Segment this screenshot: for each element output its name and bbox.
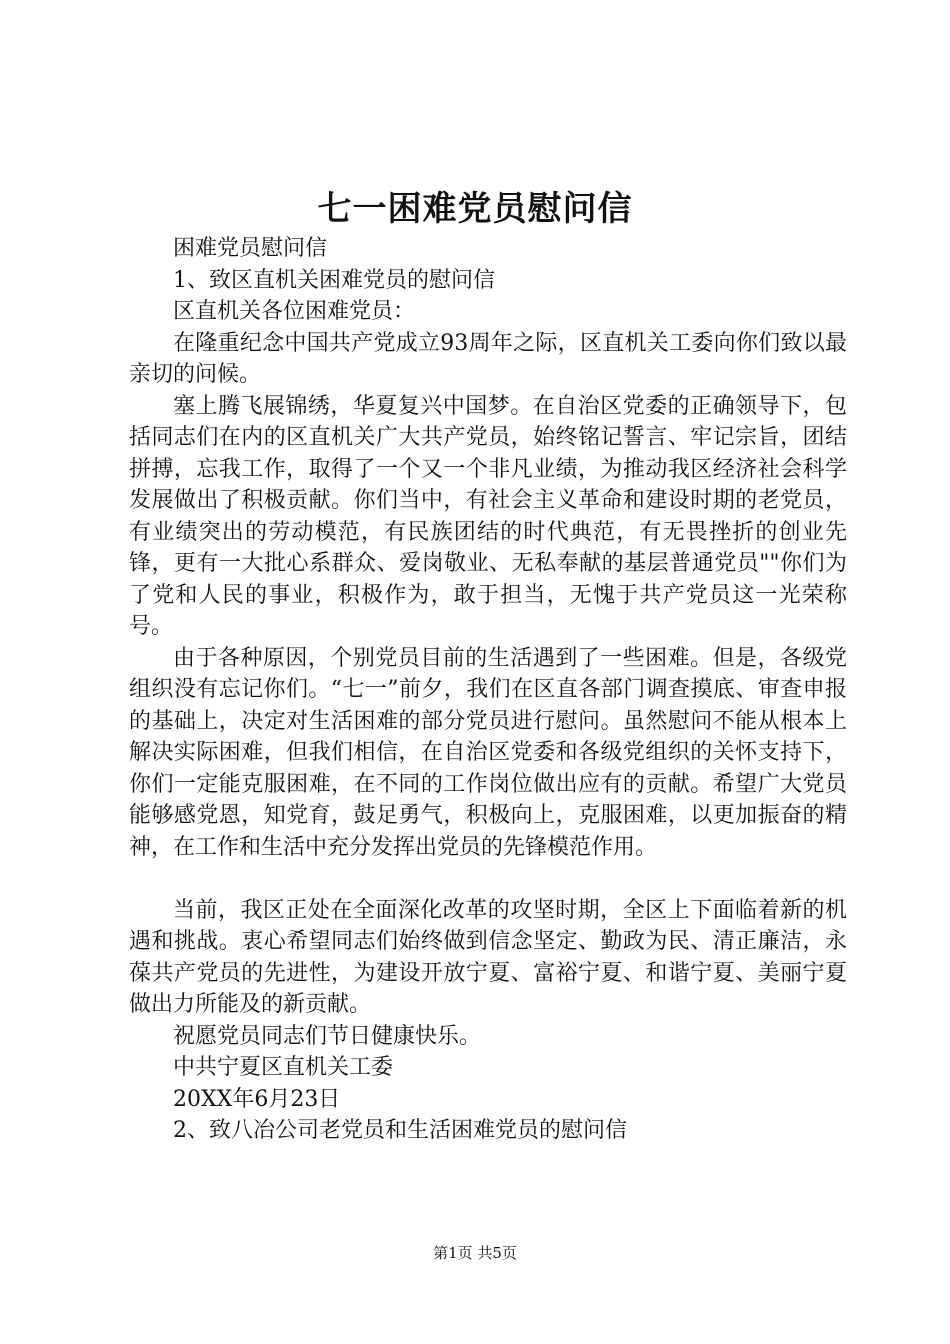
paragraph-achievements: 塞上腾飞展锦绣，华夏复兴中国梦。在自治区党委的正确领导下，包括同志们在内的区直机关广大共产党员，始终铭记誓言、牢记宗旨，团结拼搏，忘我工作，取得了一个又一个非凡业绩，为推动我区经济社会科学发展做出了积极贡献。你们当中，有社会主义革命和建设时期的老党员，有业绩突出的劳动模范，有民族团结的时代典范，有无畏挫折的创业先锋，更有一大批心系群众、爱岗敬业、无私奉献的基层普通党员""你们为了党和人民的事业，积极作为，敢于担当，无愧于共产党员这一光荣称号。 <box>129 393 847 639</box>
paragraph-letter-1-title: 1、致区直机关困难党员的慰问信 <box>173 267 495 293</box>
paragraph-greeting: 在隆重纪念中国共产党成立93周年之际，区直机关工委向你们致以最亲切的问候。 <box>129 330 847 387</box>
paragraph-salutation: 区直机关各位困难党员： <box>173 299 416 324</box>
paragraph-date: 20XX年6月23日 <box>173 1086 341 1112</box>
paragraph-current-period: 当前，我区正处在全面深化改革的攻坚时期，全区上下面临着新的机遇和挑战。衷心希望同志们始终做到信念坚定、勤政为民、清正廉洁，永葆共产党员的先进性，为建设开放宁夏、富裕宁夏、和谐宁夏、美丽宁夏做出力所能及的新贡献。 <box>129 897 847 1017</box>
paragraph-signature: 中共宁夏区直机关工委 <box>173 1055 394 1080</box>
paragraph-heading: 困难党员慰问信 <box>173 236 328 261</box>
paragraph-letter-2-title: 2、致八冶公司老党员和生活困难党员的慰问信 <box>173 1118 627 1143</box>
paragraph-wishes: 祝愿党员同志们节日健康快乐。 <box>173 1023 482 1049</box>
document-body <box>129 233 847 1147</box>
page-footer: 第1页 共5页 <box>433 1244 517 1262</box>
paragraph-spacer <box>129 863 847 895</box>
document-title: 七一困难党员慰问信 <box>317 189 633 229</box>
paragraph-difficulties: 由于各种原因，个别党员目前的生活遇到了一些困难。但是，各级党组织没有忘记你们。“七一”前夕，我们在区直各部门调查摸底、审查申报的基础上，决定对生活困难的部分党员进行慰问。虽然慰问不能从根本上解决实际困难，但我们相信，在自治区党委和各级党组织的关怀支持下，你们一定能克服困难，在不同的工作岗位做出应有的贡献。希望广大党员能够感党恩，知党育，鼓足勇气，积极向上，克服困难，以更加振奋的精神，在工作和生活中充分发挥出党员的先锋模范作用。 <box>129 645 847 860</box>
